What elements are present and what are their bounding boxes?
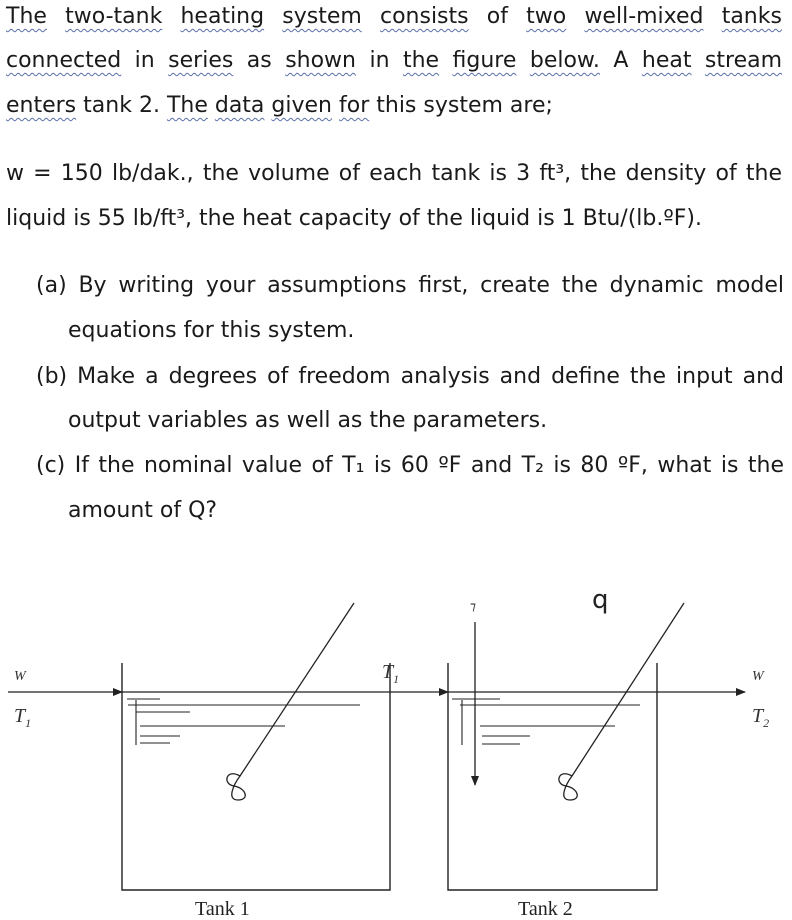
heat-input-mark: ⁊ [470,599,476,613]
word: The [6,4,47,29]
paragraph2-line2: liquid is 55 lb/ft³, the heat capacity of the liquid is 1 Btu/(lb.ºF). [6,206,702,231]
tank2-outline [448,663,657,890]
outlet-flow-label: W [752,669,764,684]
word: two [526,4,567,29]
word: this system are; [376,93,553,118]
question-c-line1: (c) If the nominal value of T₁ is 60 ºF and T₂ is 80 ºF, what is the [36,453,784,478]
word: well-mixed [584,4,704,29]
word: tank 2. [83,93,160,118]
word: as [246,48,272,73]
word: heating [180,4,265,29]
tank2-liquid-lines [452,699,640,745]
word: series [168,48,234,73]
heat-input-label: q [592,585,609,615]
word: figure [452,48,517,73]
word: of [486,4,508,29]
word: given [271,93,332,118]
word: consists [379,4,469,29]
outlet-temp-label: $T_2$ [752,705,770,730]
word: data [214,93,265,118]
inlet-temp-label: $T_1$ [14,705,32,730]
question-b-line2: output variables as well as the parameters. [68,408,548,433]
word: enters [6,93,77,118]
inlet-flow-label: W [14,669,26,684]
word: A [613,48,629,73]
question-a-line1: (a) By writing your assumptions first, create the dynamic model [36,273,784,298]
tank1-liquid-lines [127,699,360,745]
word: tanks [721,4,782,29]
word: stream [704,48,783,73]
word: system [282,4,362,29]
tank1-outline [122,663,390,890]
question-c-line2: amount of Q? [68,498,218,523]
word: heat [641,48,692,73]
tank2-stirrer [559,603,684,800]
word: in [369,48,390,73]
word: for [339,93,370,118]
question-a-line2: equations for this system. [68,318,355,343]
tank1-stirrer [227,603,354,800]
word: shown [285,48,356,73]
word: The [166,93,208,118]
word: the [402,48,440,73]
word: two-tank [65,4,163,29]
paragraph2-line1: w = 150 lb/dak., the volume of each tank is 3 ft³, the density of the [6,161,782,186]
word: connected [6,48,122,73]
middle-temp-label: $T_1$ [382,661,400,686]
word: in [134,48,155,73]
word: below. [529,48,600,73]
question-b-line1: (b) Make a degrees of freedom analysis and define the input and [36,364,784,389]
tank2-label: Tank 2 [518,898,573,920]
tank1-label: Tank 1 [195,898,250,920]
